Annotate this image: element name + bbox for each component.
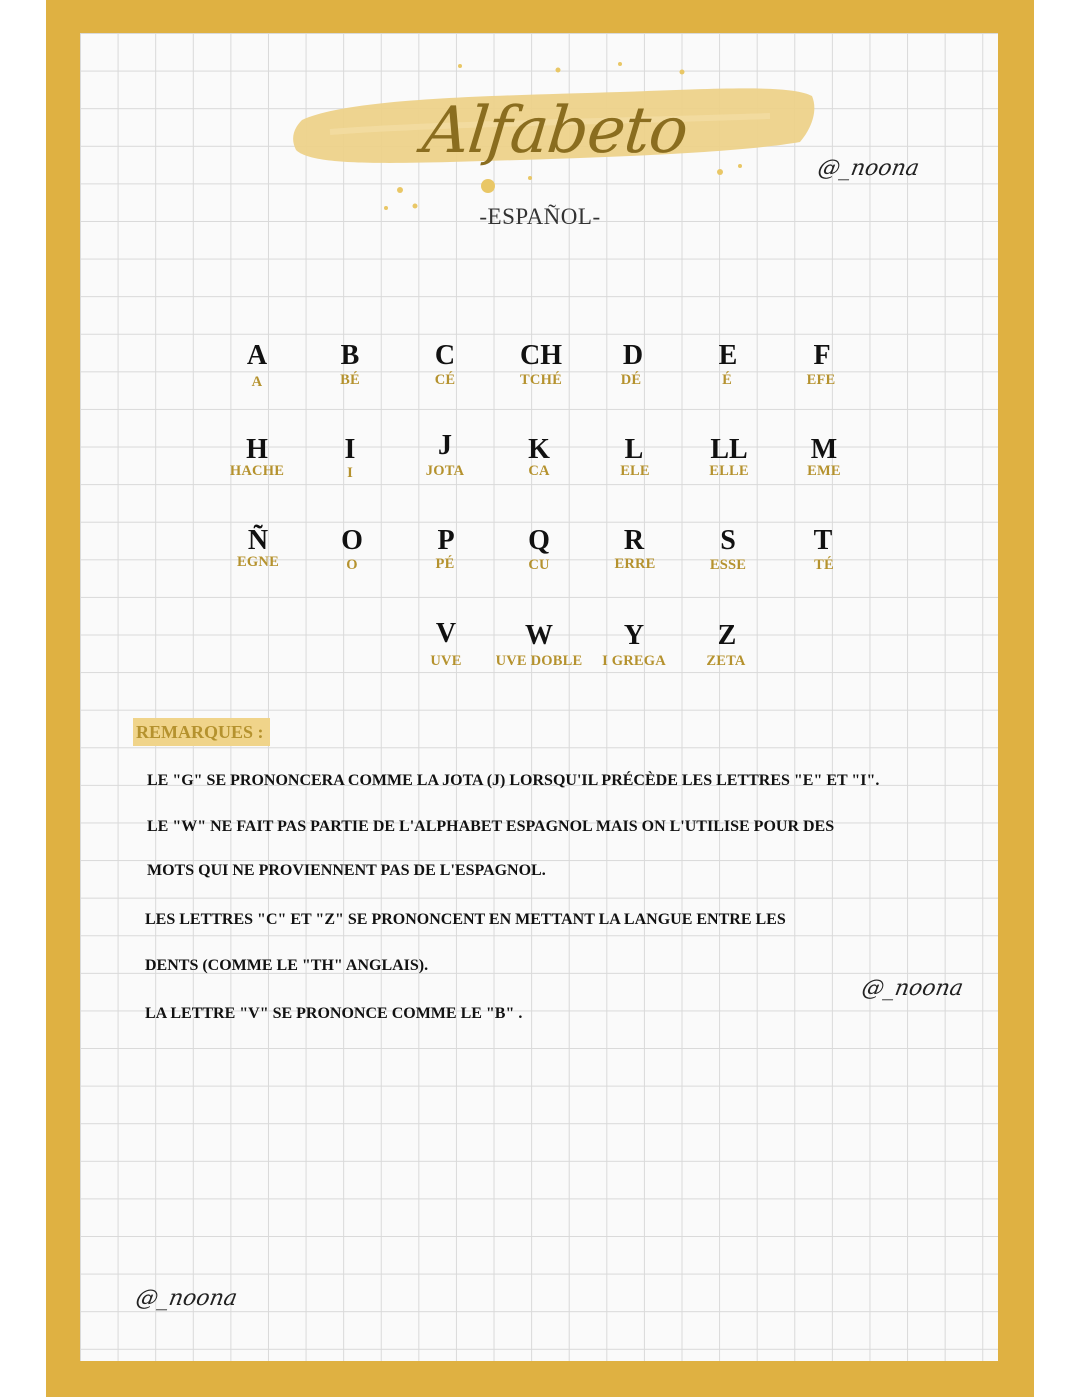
- note-line: LA LETTRE "V" SE PRONONCE COMME LE "B" .: [145, 1005, 523, 1022]
- alphabet-letter: Q: [528, 525, 550, 556]
- alphabet-letter: W: [525, 620, 553, 651]
- alphabet-pronunciation: HACHE: [229, 463, 285, 479]
- alphabet-letter: J: [438, 430, 452, 461]
- alphabet-letter: K: [528, 434, 550, 465]
- alphabet-letter: Ñ: [247, 525, 269, 556]
- alphabet-pronunciation: CU: [528, 557, 550, 573]
- alphabet-pronunciation: BÉ: [340, 372, 360, 388]
- alphabet-letter: R: [623, 525, 645, 556]
- alphabet-letter: O: [341, 525, 363, 556]
- alphabet-letter: D: [622, 340, 644, 371]
- alphabet-letter: A: [246, 340, 268, 371]
- alphabet-letter: LL: [710, 434, 748, 465]
- alphabet-pronunciation: I: [347, 465, 353, 481]
- alphabet-letter: L: [624, 434, 644, 465]
- alphabet-pronunciation: ZETA: [706, 653, 746, 669]
- note-line: DENTS (COMME LE "TH" ANGLAIS).: [145, 957, 429, 974]
- alphabet-pronunciation: I GREGA: [602, 653, 666, 669]
- alphabet-pronunciation: UVE DOBLE: [495, 653, 583, 669]
- note-line: MOTS QUI NE PROVIENNENT PAS DE L'ESPAGNOL.: [147, 862, 546, 879]
- alphabet-letter: F: [813, 340, 831, 371]
- note-line: LE "W" NE FAIT PAS PARTIE DE L'ALPHABET ESPAGNOL MAIS ON L'UTILISE POUR DES: [147, 818, 835, 835]
- author-handle-middle: @_noona: [859, 976, 966, 1001]
- alphabet-letter: H: [246, 434, 268, 465]
- alphabet-letter: P: [437, 525, 455, 556]
- alphabet-pronunciation: EFE: [806, 372, 836, 388]
- alphabet-pronunciation: CA: [528, 463, 550, 479]
- page-title: Alfabeto: [419, 94, 691, 168]
- alphabet-pronunciation: ELE: [620, 463, 650, 479]
- title-banner: [290, 58, 820, 218]
- note-line: LES LETTRES "C" ET "Z" SE PRONONCENT EN METTANT LA LANGUE ENTRE LES: [145, 911, 786, 928]
- alphabet-letter: CH: [520, 340, 562, 371]
- author-handle-bottom: @_noona: [133, 1286, 240, 1311]
- alphabet-pronunciation: A: [251, 374, 263, 390]
- alphabet-pronunciation: O: [346, 557, 358, 573]
- alphabet-pronunciation: DÉ: [620, 372, 642, 388]
- author-handle-top: @_noona: [815, 156, 922, 181]
- alphabet-pronunciation: CÉ: [434, 372, 456, 388]
- alphabet-pronunciation: EGNE: [237, 554, 279, 570]
- note-line: LE "G" SE PRONONCERA COMME LA JOTA (J) LORSQU'IL PRÉCÈDE LES LETTRES "E" ET "I".: [147, 772, 880, 789]
- alphabet-pronunciation: ERRE: [614, 556, 656, 572]
- alphabet-pronunciation: É: [722, 372, 732, 388]
- alphabet-letter: T: [813, 525, 833, 556]
- alphabet-letter: M: [810, 434, 838, 465]
- alphabet-letter: I: [344, 434, 356, 465]
- remarques-heading: REMARQUES :: [133, 718, 270, 746]
- alphabet-letter: S: [720, 525, 736, 556]
- alphabet-pronunciation: TCHÉ: [520, 372, 562, 388]
- alphabet-letter: V: [435, 618, 457, 649]
- alphabet-pronunciation: PÉ: [435, 556, 455, 572]
- alphabet-pronunciation: ELLE: [709, 463, 749, 479]
- alphabet-letter: B: [340, 340, 360, 371]
- alphabet-pronunciation: TÉ: [814, 557, 834, 573]
- alphabet-letter: Y: [623, 620, 645, 651]
- alphabet-letter: E: [718, 340, 738, 371]
- alphabet-pronunciation: JOTA: [425, 463, 465, 479]
- page-subtitle: -ESPAÑOL-: [479, 204, 601, 229]
- grid-paper: [80, 33, 998, 1361]
- alphabet-letter: C: [434, 340, 456, 371]
- alphabet-pronunciation: UVE: [430, 653, 462, 669]
- alphabet-pronunciation: EME: [807, 463, 841, 479]
- alphabet-pronunciation: ESSE: [709, 557, 747, 573]
- alphabet-letter: Z: [717, 620, 737, 651]
